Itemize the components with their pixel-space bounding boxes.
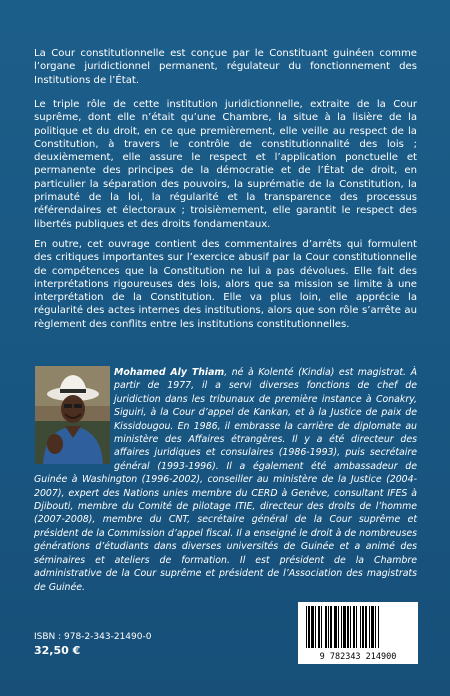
intro-paragraph: La Cour constitutionnelle est conçue par le Constituant guinéen comme l’organe juridictionnel permanent, régulateur du fonctionnement des Institutions de l’État. (34, 48, 417, 86)
role-paragraph: Le triple rôle de cette institution juridictionnelle, extraite de la Cour suprême, dont elle n’était qu’une Chambre, la situe à la lisière de la politique et du droit, en ce que premièrement, elle veille au respect de la Constitution, à travers le contrôle de constitutionnalité des lois ; deuxièmement, elle assure le respect et l’application ponctuelle et permanente des principes de la démocratie et de l’État de droit, en particulier la séparation des pouvoirs, la suprématie de la Constitution, la primauté de la loi, la régularité et la transparence des processus référendaires et électoraux ; troisièmement, elle garantit le respect des libertés publiques et des droits fondamentaux. (34, 99, 417, 230)
barcode-bars (298, 602, 418, 652)
author-bio (34, 366, 417, 594)
barcode-number: 9 782343 214900 (319, 652, 397, 662)
barcode (298, 602, 418, 664)
author-name: Mohamed Aly Thiam (114, 367, 225, 378)
photo-spacer (34, 366, 114, 466)
author-bio-text: , né à Kolenté (Kindia) est magistrat. À partir de 1977, il a servi diverses fonctions de chef de juridiction dans les tribunaux de première instance à Conakry, Siguiri, à la Cour d’appel de Kankan, et à la Justice de paix de Kissidougou. En 1986, il embrasse la carrière de diplomate au ministère des Affaires étrangères. Il y a été directeur des affaires juridiques et consulaires (1986-1993), puis secrétaire général (1993-1996). Il a également été ambassadeur de Guinée à Washington (1996-2002), conseiller au ministère de la Justice (2004-2007), expert des Nations unies membre du CERD à Genève, consultant IFES à Djibouti, membre du Comité de pilotage ITIE, directeur des droits de l’homme (2007-2008), membre du CNT, secrétaire général de la Cour suprême et président de la Commission d’appel fiscal. Il a enseigné le droit à de nombreuses générations d’étudiants dans diverses universités de Guinée et a animé des séminaires et ateliers de formation. Il est président de la Chambre administrative de la Cour suprême et président de l’Association des magistrats de Guinée. (34, 367, 417, 593)
isbn: ISBN : 978-2-343-21490-0 (34, 632, 152, 642)
critique-paragraph: En outre, cet ouvrage contient des commentaires d’arrêts qui formulent des critiques importantes sur l’exercice abusif par la Cour constitutionnelle de compétences que la Constitution ne lui a pas dévolues. Elle fait des interprétations rigoureuses des lois, alors que sa mission se limite à une interprétation de la Constitution. Elle va plus loin, elle apprécie la régularité des actes internes des institutions, alors que son rôle s’arrête au règlement des conflits entre les institutions constitutionnelles. (34, 239, 417, 330)
price: 32,50 € (34, 644, 81, 657)
